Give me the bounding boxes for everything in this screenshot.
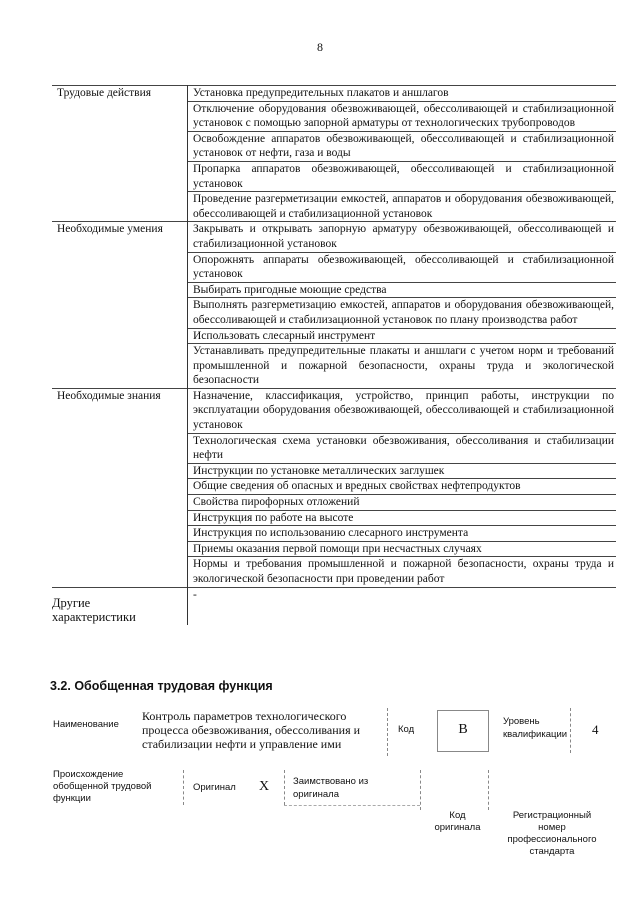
orig-code-label-1: Код xyxy=(449,810,466,821)
knowledge-item: Технологическая схема установки обезвоживания, обессоливания и стабилизации нефти xyxy=(188,433,617,463)
knowledge-item: Общие сведения об опасных и вредных свойствах нефтепродуктов xyxy=(188,479,617,495)
reg-label-4: стандарта xyxy=(529,846,575,857)
page-number: 8 xyxy=(317,40,323,54)
other-section-label: характеристики xyxy=(52,610,136,625)
skill-item: Выполнять разгерметизацию емкостей, аппаратов и оборудования обезвоживающей, обессоливающей и стабилизационной установок по плану производства работ xyxy=(188,298,617,328)
other-value: - xyxy=(188,587,617,625)
knowledge-item: Инструкция по использованию слесарного инструмента xyxy=(188,526,617,542)
name-value: Контроль параметров технологического процесса обезвоживания, обессоливания и стабилизации нефти и управление ими xyxy=(142,709,361,751)
level-label-2: квалификации xyxy=(503,729,568,740)
borrowed-label-1: Заимствовано из xyxy=(293,776,369,787)
origin-label-2: обобщенной трудовой xyxy=(53,781,152,792)
code-value: B xyxy=(458,722,468,737)
skill-item: Выбирать пригодные моющие средства xyxy=(188,282,617,298)
skill-item: Использовать слесарный инструмент xyxy=(188,328,617,344)
knowledge-item: Свойства пирофорных отложений xyxy=(188,495,617,511)
level-label-1: Уровень xyxy=(503,716,540,727)
labor-action-section-label: Трудовые действия xyxy=(57,87,152,99)
knowledge-item: Инструкция по работе на высоте xyxy=(188,510,617,526)
knowledge-item: Инструкции по установке металлических заглушек xyxy=(188,463,617,479)
knowledge-section-label: Необходимые знания xyxy=(57,389,161,402)
level-value: 4 xyxy=(592,722,599,737)
labor-action-item: Освобождение аппаратов обезвоживающей, обессоливающей и стабилизационной установок от нефти, газа и воды xyxy=(188,131,617,161)
skill-item: Опорожнять аппараты обезвоживающей, обессоливающей и стабилизационной установок xyxy=(188,252,617,282)
origin-label-1: Происхождение xyxy=(53,769,124,780)
labor-action-item: Проведение разгерметизации емкостей, аппаратов и оборудования обезвоживающей, обессоливающей и стабилизационной установок xyxy=(188,192,617,222)
knowledge-item: Назначение, классификация, устройство, принцип работы, инструкции по эксплуатации оборудования обезвоживающей, обессоливающей и стабилизационной установок xyxy=(188,388,617,433)
labor-action-item: Установка предупредительных плакатов и аншлагов xyxy=(188,86,617,102)
original-mark: X xyxy=(259,779,270,794)
labor-action-item: Отключение оборудования обезвоживающей, обессоливающей и стабилизационной установок с помощью запорной арматуры от технологических трубопроводов xyxy=(188,101,617,131)
labor-function-table xyxy=(52,85,616,625)
original-label: Оригинал xyxy=(193,782,236,793)
other-section-label: Другие xyxy=(52,595,91,610)
knowledge-item: Нормы и требования промышленной и пожарной безопасности, охраны труда и экологической безопасности при проведении работ xyxy=(188,557,617,587)
origin-label-3: функции xyxy=(53,793,91,804)
orig-code-label-2: оригинала xyxy=(434,822,481,833)
reg-label-2: номер xyxy=(538,822,566,833)
skill-item: Устанавливать предупредительные плакаты и аншлаги с учетом норм и требований промышленной и пожарной безопасности, охраны труда и экологической безопасности xyxy=(188,344,617,389)
name-label: Наименование xyxy=(53,719,119,730)
code-label: Код xyxy=(398,724,415,735)
section-heading: 3.2. Обобщенная трудовая функция xyxy=(50,679,273,693)
labor-action-item: Пропарка аппаратов обезвоживающей, обессоливающей и стабилизационной установок xyxy=(188,161,617,191)
reg-label-1: Регистрационный xyxy=(512,810,592,821)
borrowed-label-2: оригинала xyxy=(293,789,340,800)
skill-section-label: Необходимые умения xyxy=(57,223,163,236)
reg-label-3: профессионального xyxy=(507,834,597,845)
knowledge-item: Приемы оказания первой помощи при несчастных случаях xyxy=(188,541,617,557)
skill-item: Закрывать и открывать запорную арматуру обезвоживающей, обессоливающей и стабилизационной установок xyxy=(188,222,617,252)
